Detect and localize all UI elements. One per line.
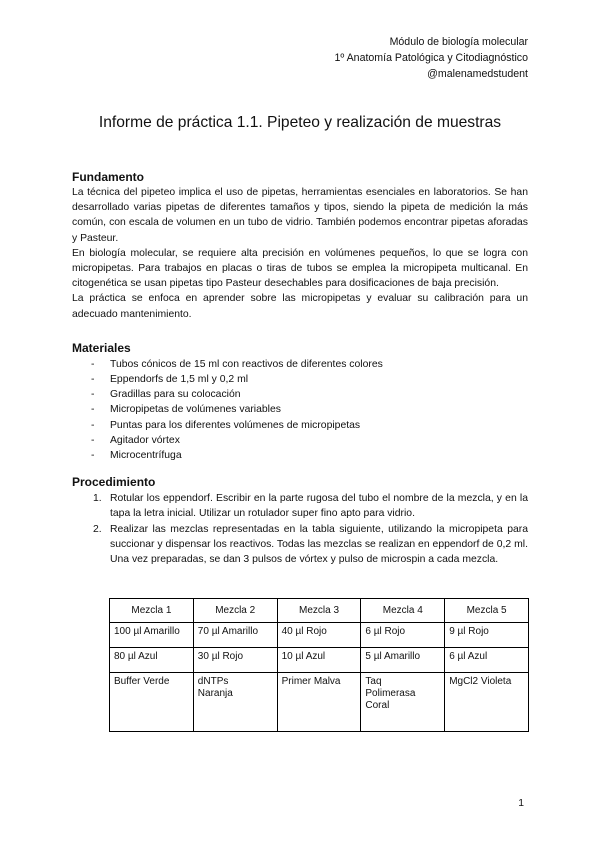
table-cell: MgCl2 Violeta <box>445 673 529 732</box>
table-cell: Taq Polimerasa Coral <box>361 673 445 732</box>
step-number: 1. <box>93 493 102 505</box>
list-item <box>72 433 528 448</box>
fundamento-paragraph-1: La técnica del pipeteo implica el uso de pipetas, herramientas esenciales en laboratorios. Se han desarrollado varias pipetas de diferentes tamaños y tipos, siendo la pipeta de medición la más común, con escala de volumen en un tubo de vidrio. También podemos encontrar pipetas aforadas y Pasteur. <box>72 187 528 244</box>
section-heading-fundamento: Fundamento <box>72 170 144 184</box>
table-cell: 6 µl Rojo <box>361 623 445 648</box>
table-header-cell: Mezcla 3 <box>277 599 361 623</box>
list-bullet: - <box>91 358 95 370</box>
table-cell: 30 µl Rojo <box>193 648 277 673</box>
materials-list <box>72 357 528 463</box>
list-item <box>72 357 528 372</box>
table-cell: 40 µl Rojo <box>277 623 361 648</box>
list-bullet: - <box>91 450 95 462</box>
table-cell: 10 µl Azul <box>277 648 361 673</box>
table-row <box>110 648 529 673</box>
step-text: Realizar las mezclas representadas en la tabla siguiente, utilizando la micropipeta para succionar y dispensar los reactivos. Todas las mezclas se realizan en eppendorf de 0,2 ml. Una vez preparadas, se dan 3 pulsos de vórtex y pulso de microspin a cada mezcla. <box>110 523 528 566</box>
list-bullet: - <box>91 389 95 401</box>
step-number: 2. <box>93 523 102 535</box>
table-cell: 9 µl Rojo <box>445 623 529 648</box>
list-item-text: Microcentrífuga <box>110 450 182 462</box>
list-item <box>72 402 528 417</box>
table-cell: Primer Malva <box>277 673 361 732</box>
page-number: 1 <box>518 798 524 809</box>
table-cell: 100 µl Amarillo <box>110 623 194 648</box>
list-item-text: Tubos cónicos de 15 ml con reactivos de diferentes colores <box>110 358 383 370</box>
header-author-handle: @malenamedstudent <box>427 68 528 80</box>
table-header-cell: Mezcla 4 <box>361 599 445 623</box>
list-item-text: Puntas para los diferentes volúmenes de micropipetas <box>110 419 361 431</box>
table-header-cell: Mezcla 5 <box>445 599 529 623</box>
list-item-text: Gradillas para su colocación <box>110 389 241 401</box>
header-module: Módulo de biología molecular <box>389 36 528 48</box>
table-row <box>110 673 529 732</box>
list-bullet: - <box>91 419 95 431</box>
table-header-row <box>110 599 529 623</box>
list-item <box>72 372 528 387</box>
list-item-text: Agitador vórtex <box>110 434 180 446</box>
list-bullet: - <box>91 434 95 446</box>
list-bullet: - <box>91 404 95 416</box>
section-fundamento <box>72 170 528 322</box>
table-cell: 5 µl Amarillo <box>361 648 445 673</box>
list-item <box>72 418 528 433</box>
table-header-cell: Mezcla 1 <box>110 599 194 623</box>
document-title: Informe de práctica 1.1. Pipeteo y realización de muestras <box>98 114 502 131</box>
fundamento-paragraph-2: En biología molecular, se requiere alta precisión en volúmenes pequeños, lo que se logra con micropipetas. Para trabajos en placas o tiras de tubos se emplea la micropipeta multicanal. En citogenética se usan pipetas tipo Pasteur desechables para dosificaciones de baja precisión. <box>72 247 528 290</box>
section-procedimiento <box>72 475 528 567</box>
step-text: Rotular los eppendorf. Escribir en la parte rugosa del tubo el nombre de la mezcla, y en la tapa la letra inicial. Utilizar un rotulador super fino apto para vidrio. <box>110 493 528 520</box>
table-cell: Buffer Verde <box>110 673 194 732</box>
list-item <box>72 448 528 463</box>
document-header <box>335 34 529 82</box>
mixtures-table <box>109 598 529 732</box>
table-cell: 6 µl Azul <box>445 648 529 673</box>
section-heading-materiales: Materiales <box>72 340 131 355</box>
section-heading-procedimiento: Procedimiento <box>72 475 156 490</box>
list-bullet: - <box>91 374 95 386</box>
procedure-steps <box>72 491 528 567</box>
list-item <box>72 387 528 402</box>
table-cell: dNTPs Naranja <box>193 673 277 732</box>
header-course: 1º Anatomía Patológica y Citodiagnóstico <box>334 52 528 64</box>
list-item-text: Micropipetas de volúmenes variables <box>110 404 281 416</box>
document-body <box>72 170 528 567</box>
table-header-cell: Mezcla 2 <box>193 599 277 623</box>
procedure-step <box>72 522 528 568</box>
table-cell: 70 µl Amarillo <box>193 623 277 648</box>
section-materiales <box>72 341 528 463</box>
procedure-step <box>72 491 528 521</box>
fundamento-paragraph-3: La práctica se enfoca en aprender sobre las micropipetas y evaluar su calibración para un adecuado mantenimiento. <box>72 293 528 320</box>
table-cell: 80 µl Azul <box>110 648 194 673</box>
table-row <box>110 623 529 648</box>
list-item-text: Eppendorfs de 1,5 ml y 0,2 ml <box>110 374 249 386</box>
